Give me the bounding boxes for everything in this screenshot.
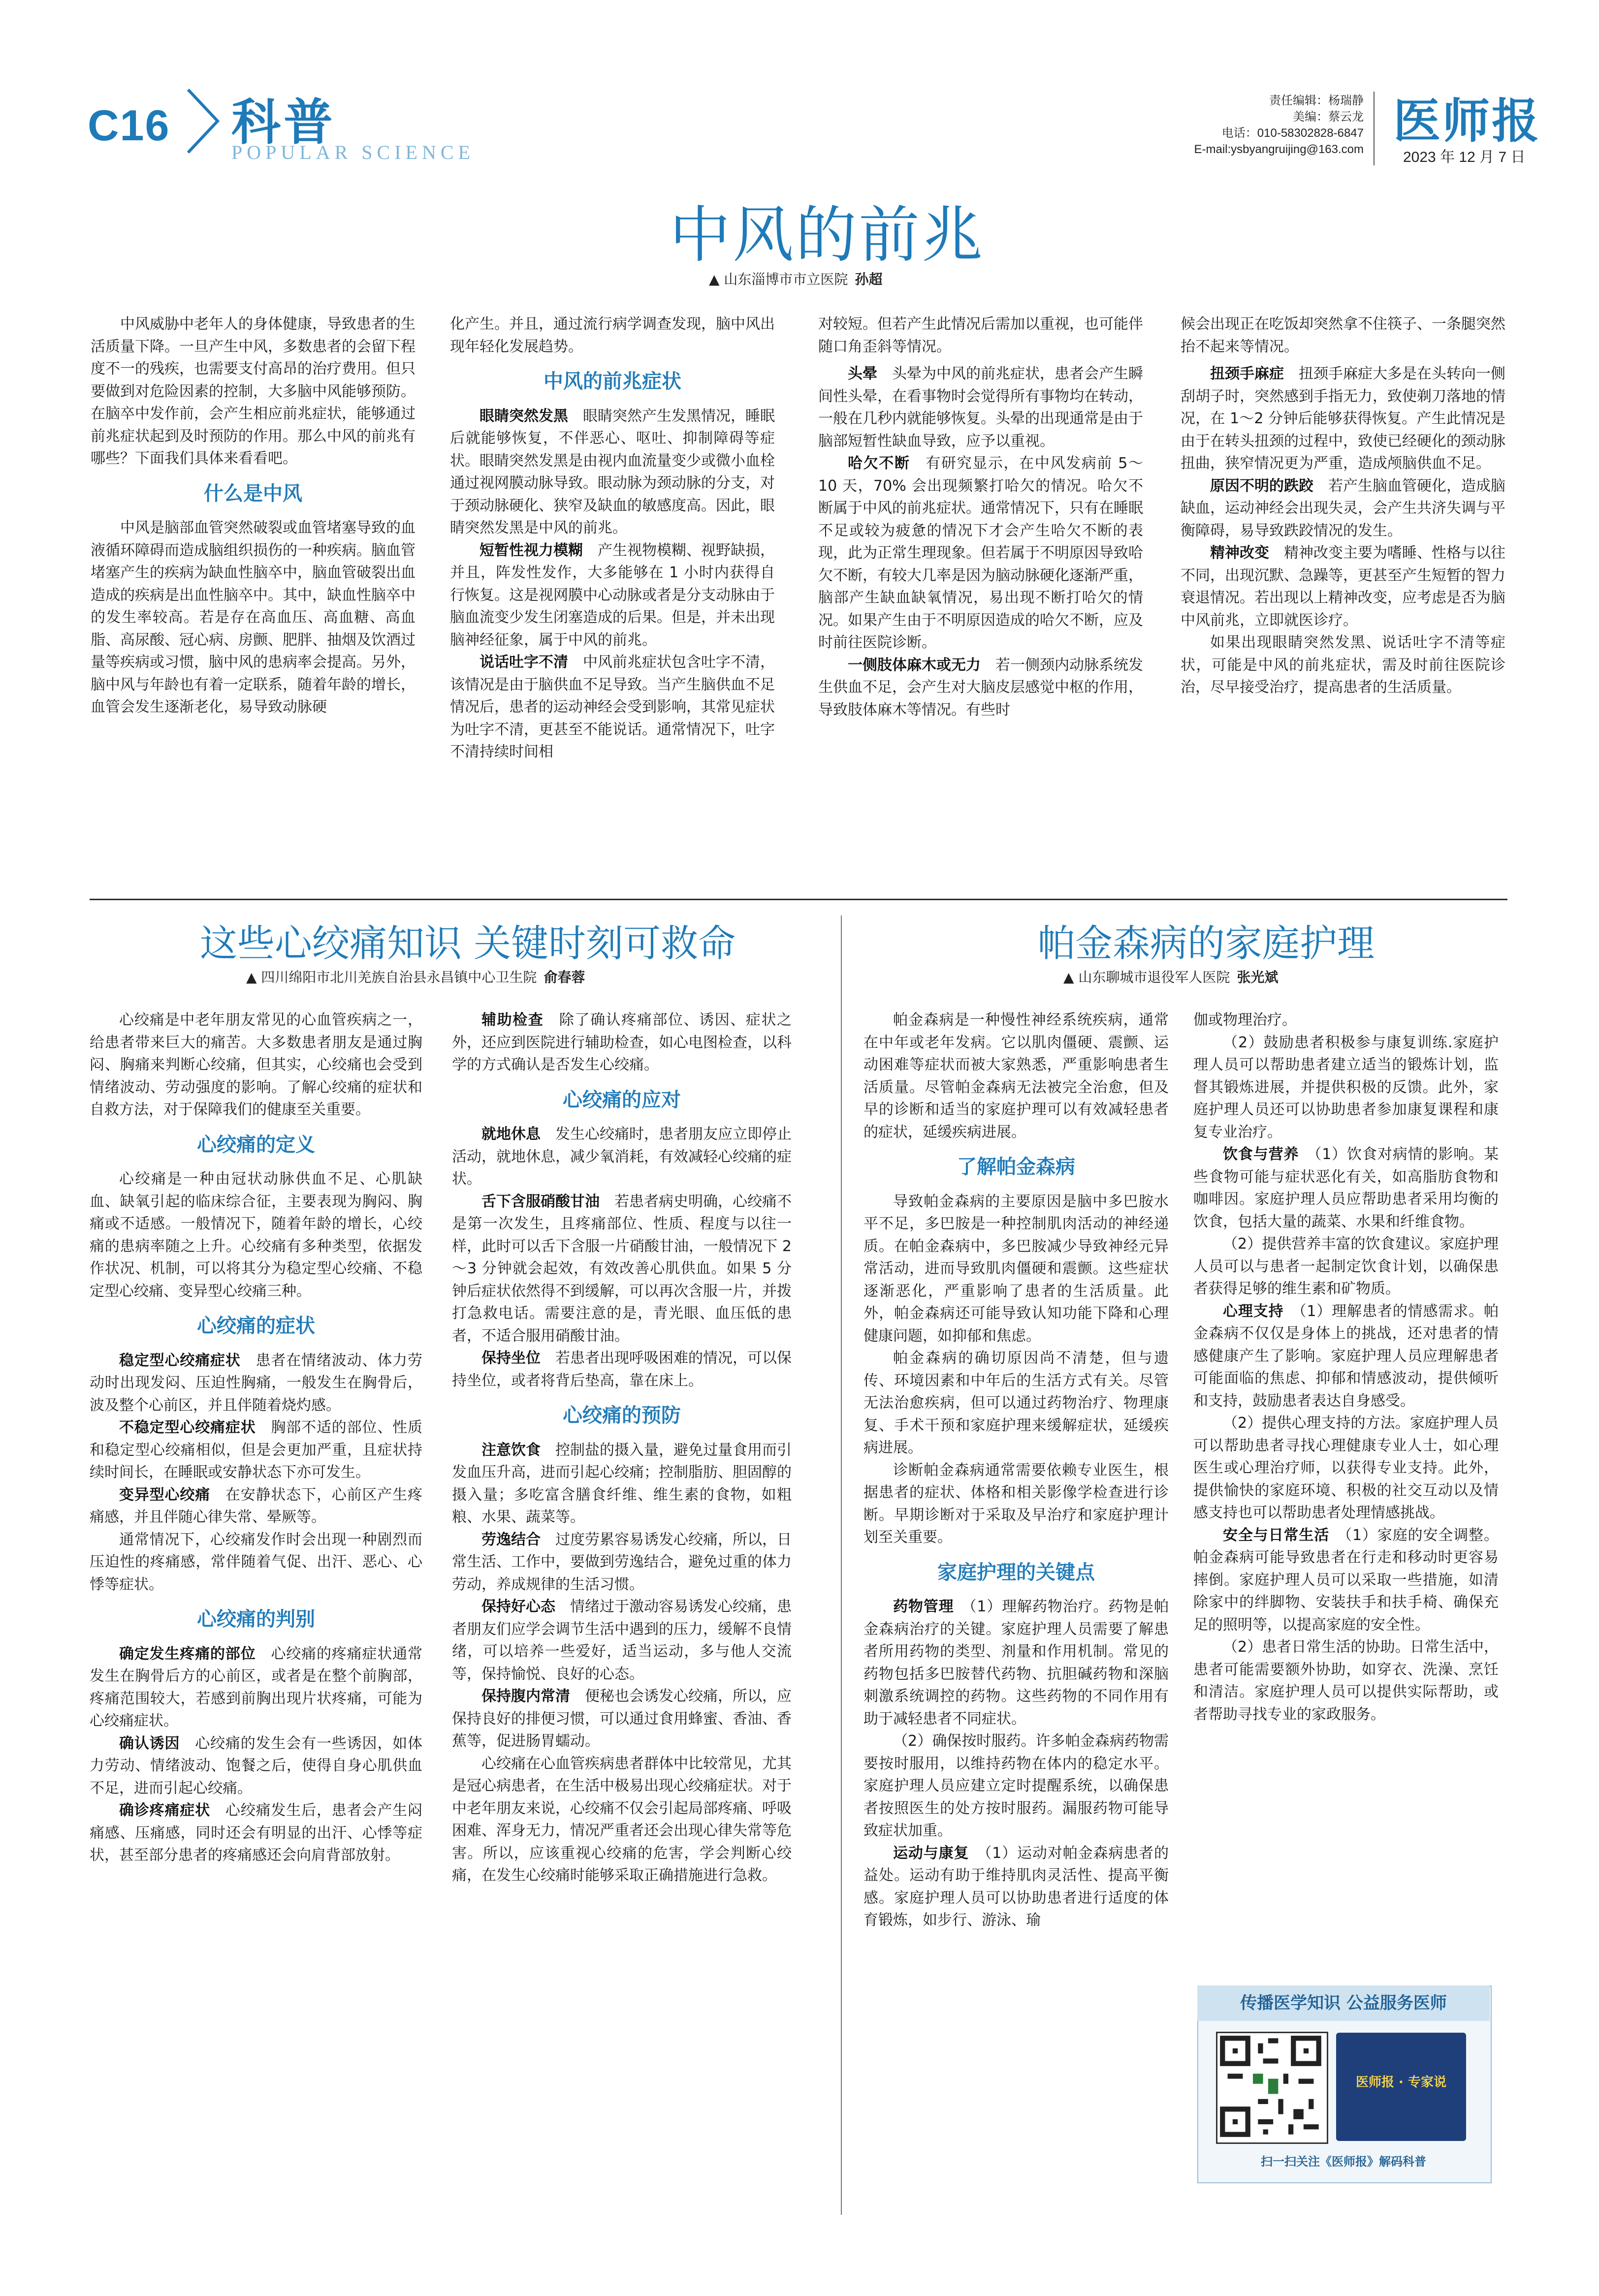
article1-author: 孙超 xyxy=(855,271,883,287)
keyword: 运动与康复 xyxy=(893,1844,969,1862)
article1-column-2 xyxy=(450,313,775,763)
keyword: 扭颈手麻症 xyxy=(1210,365,1284,382)
article1-column-4 xyxy=(1181,313,1505,699)
keyword: 原因不明的跌跤 xyxy=(1210,477,1313,495)
page-number: C16 xyxy=(88,101,170,150)
paragraph: （2）提供营养丰富的饮食建议。家庭护理人员可以与患者一起制定饮食计划，以确保患者获得足够的维生素和矿物质。 xyxy=(1193,1235,1499,1297)
subheading-what-is-stroke: 什么是中风 xyxy=(204,482,302,505)
section-subtitle: POPULAR SCIENCE xyxy=(231,141,475,163)
keyword: 保持好心态 xyxy=(481,1598,555,1615)
paragraph-text: （1）理解患者的情感需求。帕金森病不仅仅是身体上的挑战，还对患者的情感健康产生了影响。家庭护理人员应理解患者可能面临的焦虑、抑郁和情感波动，提供倾听和支持，鼓励患者表达自身感受。 xyxy=(1193,1302,1499,1410)
section-divider xyxy=(90,899,1507,900)
paragraph: 中风威胁中老年人的身体健康，导致患者的生活质量下降。一旦产生中风，多数患者的会留下程度不一的残疾，也需要支付高昂的治疗费用。但只要做到对危险因素的控制，大多脑中风能够预防。在脑卒中发作前，会产生相应前兆症状，能够通过前兆症状起到及时预防的作用。那么中风的前兆有哪些？下面我们具体来看看吧。 xyxy=(91,315,416,467)
keyword: 药物管理 xyxy=(893,1598,954,1615)
paragraph: （2）患者日常生活的协助。日常生活中，患者可能需要额外协助，如穿衣、洗澡、烹饪和清洁。家庭护理人员可以提供实际帮助，或者帮助寻找专业的家政服务。 xyxy=(1193,1638,1499,1723)
article1-byline xyxy=(709,269,882,288)
subheading-key-points: 家庭护理的关键点 xyxy=(937,1561,1095,1584)
paragraph-text: 心绞痛的疼痛症状通常发生在胸骨后方的心前区，或者是在整个前胸部，疼痛范围较大，若感到前胸出现片状疼痛，可能为心绞痛症状。 xyxy=(90,1645,423,1730)
paragraph-text: 有研究显示，在中风发病前 5～10 天，70% 会出现频繁打哈欠的情况。哈欠不断属于中风的前兆症状。通常情况下，只有在睡眠不足或较为疲惫的情况下才会产生哈欠不断的表现，此为正常生理现象。但若属于不明原因导致哈欠不断，有较大几率是因为脑动脉硬化逐渐严重，脑部产生缺血缺氧情况，易出现不断打哈欠的情况。如果产生由于不明原因造成的哈欠不断，应及时前往医院诊断。 xyxy=(818,455,1144,651)
keyword: 注意饮食 xyxy=(481,1441,541,1459)
editor: 责任编辑：杨瑞静 xyxy=(1269,94,1364,107)
paragraph-text: 情绪过于激动容易诱发心绞痛，患者朋友们应学会调节生活中遇到的压力，缓解不良情绪，可以培养一些爱好，适当运动，多与他人交流等，保持愉悦、良好的心态。 xyxy=(452,1598,792,1683)
subheading-response: 心绞痛的应对 xyxy=(563,1088,681,1111)
paragraph: 帕金森病是一种慢性神经系统疾病，通常在中年或老年发病。它以肌肉僵硬、震颤、运动困难等症状而被大家熟悉，严重影响患者生活质量。尽管帕金森病无法被完全治愈，但及早的诊断和适当的家庭护理可以有效减轻患者的症状，延缓疾病进展。 xyxy=(863,1011,1169,1141)
keyword: 说话吐字不清 xyxy=(480,654,568,671)
paragraph: （2）提供心理支持的方法。家庭护理人员可以帮助患者寻找心理健康专业人士，如心理医生或心理治疗师，以获得专业支持。此外，提供愉快的家庭环境、积极的社交互动以及情感支持也可以帮助患者处理情感挑战。 xyxy=(1193,1415,1499,1521)
paragraph-text: 心绞痛发生后，患者会产生闷痛感、压痛感，同时还会有明显的出汗、心悸等症状，甚至部分患者的疼痛感还会向肩背部放射。 xyxy=(90,1802,423,1864)
paragraph-text: 头晕为中风的前兆症状，患者会产生瞬间性头晕，在看事物时会觉得所有事物均在转动，一般在几秒内就能够恢复。头晕的出现通常是由于脑部短暂性缺血导致，应予以重视。 xyxy=(818,365,1143,450)
article2-author: 俞春蓉 xyxy=(544,969,585,985)
keyword: 饮食与营养 xyxy=(1223,1146,1299,1163)
keyword: 就地休息 xyxy=(481,1126,541,1143)
keyword: 确认诱因 xyxy=(119,1734,180,1752)
keyword: 不稳定型心绞痛症状 xyxy=(119,1419,256,1436)
paragraph: 伽或物理治疗。 xyxy=(1193,1011,1297,1029)
paragraph-text: （1）理解药物治疗。药物是帕金森病治疗的关键。家庭护理人员需要了解患者所用药物的类型、剂量和作用机制。常见的药物包括多巴胺替代药物、抗胆碱药物和深脑刺激系统调控的药物。这些药物的不同作用有助于减轻患者不同症状。 xyxy=(863,1598,1169,1728)
paragraph: 帕金森病的确切原因尚不清楚，但与遗传、环境因素和中年后的生活方式有关。尽管无法治愈疾病，但可以通过药物治疗、物理康复、手术干预和家庭护理来缓解症状，延缓疾病进展。 xyxy=(863,1350,1169,1456)
article1-title: 中风的前兆 xyxy=(670,200,985,271)
article2-column-2 xyxy=(452,1009,792,1887)
section-chevron-icon xyxy=(183,87,223,156)
paragraph: 心绞痛是一种由冠状动脉供血不足、心肌缺血、缺氧引起的临床综合征，主要表现为胸闷、胸痛或不适感。一般情况下，随着年龄的增长，心绞痛的患病率随之上升。心绞痛有多种类型，依据发作状况、机制，可以将其分为稳定型心绞痛、不稳定型心绞痛、变异型心绞痛三种。 xyxy=(90,1170,422,1300)
paragraph: 通常情况下，心绞痛发作时会出现一种剧烈而压迫性的疼痛感，常伴随着气促、出汗、恶心、心悸等症状。 xyxy=(90,1531,422,1593)
keyword: 一侧肢体麻木或无力 xyxy=(848,656,981,674)
paragraph-text: 患者在情绪波动、体力劳动时出现发闷、压迫性胸痛，一般发生在胸骨后，波及整个心前区，并且伴随着烧灼感。 xyxy=(90,1352,423,1414)
keyword: 舌下含服硝酸甘油 xyxy=(481,1193,600,1210)
paragraph: 中风是脑部血管突然破裂或血管堵塞导致的血液循环障碍而造成脑组织损伤的一种疾病。脑血管堵塞产生的疾病为缺血性脑卒中，脑血管破裂出血造成的疾病是出血性脑卒中。其中，缺血性脑卒中的发生率较高。若是存在高血压、高血糖、高血脂、高尿酸、冠心病、房颤、肥胖、抽烟及饮酒过量等疾病或习惯，脑中风的患病率会提高。另外，脑中风与年龄也有着一定联系，随着年龄的增长，血管会发生逐渐老化，易导致动脉硬 xyxy=(91,519,416,716)
qr-pattern-icon xyxy=(1217,2033,1324,2139)
publication-date: 2023 年 12 月 7 日 xyxy=(1403,149,1526,165)
subheading-definition: 心绞痛的定义 xyxy=(197,1133,315,1156)
keyword: 保持腹内常清 xyxy=(481,1688,570,1705)
article2-byline-org: ▲ 四川绵阳市北川羌族自治县永昌镇中心卫生院 xyxy=(246,969,537,985)
paragraph-text: （1）家庭的安全调整。帕金森病可能导致患者在行走和移动时更容易摔倒。家庭护理人员可以采取一些措施，如清除家中的绊脚物、安装扶手和扶手椅、确保充足的照明等，以提高家庭的安全性。 xyxy=(1193,1526,1499,1634)
keyword: 变异型心绞痛 xyxy=(119,1486,211,1504)
keyword: 保持坐位 xyxy=(481,1350,541,1367)
promo-image xyxy=(1336,2033,1466,2141)
paragraph: 对较短。但若产生此情况后需加以重视，也可能伴随口角歪斜等情况。 xyxy=(818,315,1143,355)
paragraph: 心绞痛是中老年朋友常见的心血管疾病之一，给患者带来巨大的痛苦。大多数患者朋友是通过胸闷、胸痛来判断心绞痛，但其实，心绞痛也会受到情绪波动、劳动强度的影响。了解心绞痛的症状和自救方法，对于保障我们的健康至关重要。 xyxy=(90,1011,422,1118)
paragraph-text: 眼睛突然产生发黑情况，睡眠后就能够恢复，不伴恶心、呕吐、抑制障碍等症状。眼睛突然发黑是由视内血流量变少或微小血栓通过视网膜动脉导致。眼动脉为颈动脉的分支，对于颈动脉硬化、狭窄及缺血的敏感度高。因此，眼睛突然发黑是中风的前兆。 xyxy=(450,407,775,536)
keyword: 短暂性视力模糊 xyxy=(480,541,583,559)
article2-column-1 xyxy=(90,1009,422,1867)
paragraph: （2）确保按时服药。许多帕金森病药物需要按时服用，以维持药物在体内的稳定水平。家庭护理人员应建立定时提醒系统，以确保患者按照医生的处方按时服药。漏服药物可能导致症状加重。 xyxy=(863,1732,1169,1839)
paragraph: 化产生。并且，通过流行病学调查发现，脑中风出现年轻化发展趋势。 xyxy=(450,315,775,355)
article2-byline xyxy=(246,967,585,986)
paragraph-text: 心绞痛的发生会有一些诱因，如体力劳动、情绪波动、饱餐之后，使得自身心肌供血不足，进而引起心绞痛。 xyxy=(90,1734,423,1797)
promo-header: 传播医学知识 公益服务医师 xyxy=(1197,1985,1490,2021)
paragraph: （2）鼓励患者积极参与康复训练.家庭护理人员可以帮助患者建立适当的锻炼计划，监督其锻炼进展，并提供积极的反馈。此外，家庭护理人员还可以协助患者参加康复课程和康复专业治疗。 xyxy=(1193,1034,1499,1141)
paragraph: 心绞痛在心血管疾病患者群体中比较常见，尤其是冠心病患者，在生活中极易出现心绞痛症状。对于中老年朋友来说，心绞痛不仅会引起局部疼痛、呼吸困难、浑身无力，情况严重者还会出现心律失常等危害。所以，应该重视心绞痛的危害，学会判断心绞痛，在发生心绞痛时能够采取正确措施进行急救。 xyxy=(452,1755,792,1884)
article3-title: 帕金森病的家庭护理 xyxy=(1038,921,1375,965)
paragraph-text: 若患者出现呼吸困难的情况，可以保持坐位，或者将背后垫高，靠在床上。 xyxy=(452,1350,792,1389)
paragraph-text: 过度劳累容易诱发心绞痛，所以，日常生活、工作中，要做到劳逸结合，避免过重的体力劳动，养成规律的生活习惯。 xyxy=(452,1531,792,1593)
paragraph-text: 胸部不适的部位、性质和稳定型心绞痛相似，但是会更加严重，且症状持续时间长，在睡眠或安静状态下亦可发生。 xyxy=(90,1419,423,1481)
keyword: 心理支持 xyxy=(1223,1302,1284,1320)
keyword: 确定发生疼痛的部位 xyxy=(119,1645,256,1663)
column-divider xyxy=(841,915,842,2215)
article1-column-3 xyxy=(818,313,1143,721)
paragraph: 导致帕金森病的主要原因是脑中多巴胺水平不足，多巴胺是一种控制肌肉活动的神经递质。在帕金森病中，多巴胺减少导致神经元异常活动，进而导致肌肉僵硬和震颤。这些症状逐渐恶化，严重影响了患者的生活质量。此外，帕金森病还可能导致认知功能下降和心理健康问题，如抑郁和焦虑。 xyxy=(863,1193,1169,1345)
paragraph-text: 发生心绞痛时，患者朋友应立即停止活动，就地休息，减少氧消耗，有效减轻心绞痛的症状。 xyxy=(452,1126,792,1188)
article3-byline-org: ▲ 山东聊城市退役军人医院 xyxy=(1063,969,1230,985)
keyword: 劳逸结合 xyxy=(481,1531,541,1548)
header-divider xyxy=(1374,92,1375,165)
keyword: 精神改变 xyxy=(1210,544,1269,562)
paragraph-text: 在安静状态下，心前区产生疼痛感，并且伴随心律失常、晕厥等。 xyxy=(90,1486,423,1526)
article3-byline xyxy=(1063,967,1278,986)
paragraph-text: 扭颈手麻症大多是在头转向一侧刮胡子时，突然感到手指无力，致使剃刀落地的情况，在 1～2 分钟后能够获得恢复。产生此情况是由于在转头扭颈的过程中，致使已经硬化的颈动脉扭曲，狭窄情况更为严重，造成颅脑供血不足。 xyxy=(1181,365,1505,472)
article3-column-1 xyxy=(863,1009,1169,1932)
paragraph-text: 若患者病史明确，心绞痛不是第一次发生，且疼痛部位、性质、程度与以往一样，此时可以舌下含服一片硝酸甘油，一般情况下 2～3 分钟就会起效，有效改善心肌供血。如果 5 分钟后症状依然得不到缓解，可以再次含服一片，并拨打急救电话。需要注意的是，青光眼、血压低的患者，不适合服用硝酸甘油。 xyxy=(452,1193,792,1345)
paragraph-text: 除了确认疼痛部位、诱因、症状之外，还应到医院进行辅助检查，如心电图检查，以科学的方式确认是否发生心绞痛。 xyxy=(452,1011,792,1073)
editorial-info xyxy=(1049,93,1364,157)
paragraph-text: （1）饮食对病情的影响。某些食物可能与症状恶化有关，如高脂肪食物和咖啡因。家庭护理人员应帮助患者采用均衡的饮食，包括大量的蔬菜、水果和纤维食物。 xyxy=(1193,1146,1499,1230)
paragraph-text: 产生视物模糊、视野缺损，并且，阵发性发作，大多能够在 1 小时内获得自行恢复。这是视网膜中心动脉或者是分支动脉由于脑血流变少发生闭塞造成的后果。但是，并未出现脑神经征象，属于中风的前兆。 xyxy=(450,541,775,649)
keyword: 安全与日常生活 xyxy=(1223,1526,1330,1544)
subheading-symptoms: 中风的前兆症状 xyxy=(544,370,681,393)
subheading-learn-parkinsons: 了解帕金森病 xyxy=(957,1156,1075,1178)
paragraph-text: 精神改变主要为嗜睡、性格与以往不同，出现沉默、急躁等，更甚至产生短暂的智力衰退情况。若出现以上精神改变，应考虑是否为脑中风前兆，立即就医诊疗。 xyxy=(1181,544,1505,629)
phone: 电话：010-58302828-6847 xyxy=(1221,126,1364,140)
keyword: 头晕 xyxy=(848,365,877,382)
promo-footer: 扫一扫关注《医师报》解码科普 xyxy=(1261,2155,1426,2169)
masthead-logo: 医师报 xyxy=(1393,93,1541,149)
section-title: 科普 xyxy=(231,94,336,151)
keyword: 哈欠不断 xyxy=(848,455,910,472)
article3-author: 张光斌 xyxy=(1237,969,1279,985)
keyword: 确诊疼痛症状 xyxy=(119,1802,211,1819)
paragraph-text: 中风前兆症状包含吐字不清，该情况是由于脑供血不足导致。当产生脑供血不足情况后，患者的运动神经会受到影响，其常见症状为吐字不清，更甚至不能说话。通常情况下，吐字不清持续时间相 xyxy=(450,654,775,760)
paragraph-text: 若产生脑血管硬化，造成脑缺血，运动神经会出现失灵，会产生共济失调与平衡障碍，易导致跌跤情况的发生。 xyxy=(1181,477,1505,539)
article2-title: 这些心绞痛知识 关键时刻可救命 xyxy=(200,921,736,965)
paragraph: 诊断帕金森病通常需要依赖专业医生，根据患者的症状、体格和相关影像学检查进行诊断。早期诊断对于采取及早治疗和家庭护理计划至关重要。 xyxy=(863,1461,1169,1546)
promo-image-caption: 医师报 · 专家说 xyxy=(1356,2075,1446,2090)
subheading-prevention: 心绞痛的预防 xyxy=(563,1404,681,1427)
paragraph-text: 便秘也会诱发心绞痛，所以，应保持良好的排便习惯，可以通过食用蜂蜜、香油、香蕉等，促进肠胃蠕动。 xyxy=(452,1688,792,1750)
email: E-mail:ysbyangruijing@163.com xyxy=(1194,143,1364,156)
paragraph-text: 控制盐的摄入量，避免过量食用而引发血压升高，进而引起心绞痛；控制脂肪、胆固醇的摄入量；多吃富含膳食纤维、维生素的食物，如粗粮、水果、蔬菜等。 xyxy=(452,1441,792,1526)
article3-column-2 xyxy=(1193,1009,1499,1726)
subheading-symptoms: 心绞痛的症状 xyxy=(197,1315,315,1337)
designer: 美编：蔡云龙 xyxy=(1293,110,1364,124)
article1-byline-org: ▲ 山东淄博市市立医院 xyxy=(709,271,848,287)
paragraph-text: （1）运动对帕金森病患者的益处。运动有助于维持肌肉灵活性、提高平衡感。家庭护理人员可以协助患者进行适度的体育锻炼，如步行、游泳、瑜 xyxy=(863,1844,1169,1929)
qr-code-icon[interactable] xyxy=(1216,2032,1328,2144)
keyword: 眼睛突然发黑 xyxy=(480,407,568,425)
subheading-judgement: 心绞痛的判别 xyxy=(197,1608,315,1631)
paragraph-text: 若一侧颈内动脉系统发生供血不足，会产生对大脑皮层感觉中枢的作用，导致肢体麻木等情况。有些时 xyxy=(818,656,1143,719)
paragraph: 候会出现正在吃饭却突然拿不住筷子、一条腿突然抬不起来等情况。 xyxy=(1181,315,1505,355)
paragraph: 如果出现眼睛突然发黑、说话吐字不清等症状，可能是中风的前兆症状，需及时前往医院诊治，尽早接受治疗，提高患者的生活质量。 xyxy=(1181,634,1505,696)
keyword: 辅助检查 xyxy=(481,1011,544,1029)
article1-column-1 xyxy=(91,313,416,719)
keyword: 稳定型心绞痛症状 xyxy=(119,1352,241,1369)
